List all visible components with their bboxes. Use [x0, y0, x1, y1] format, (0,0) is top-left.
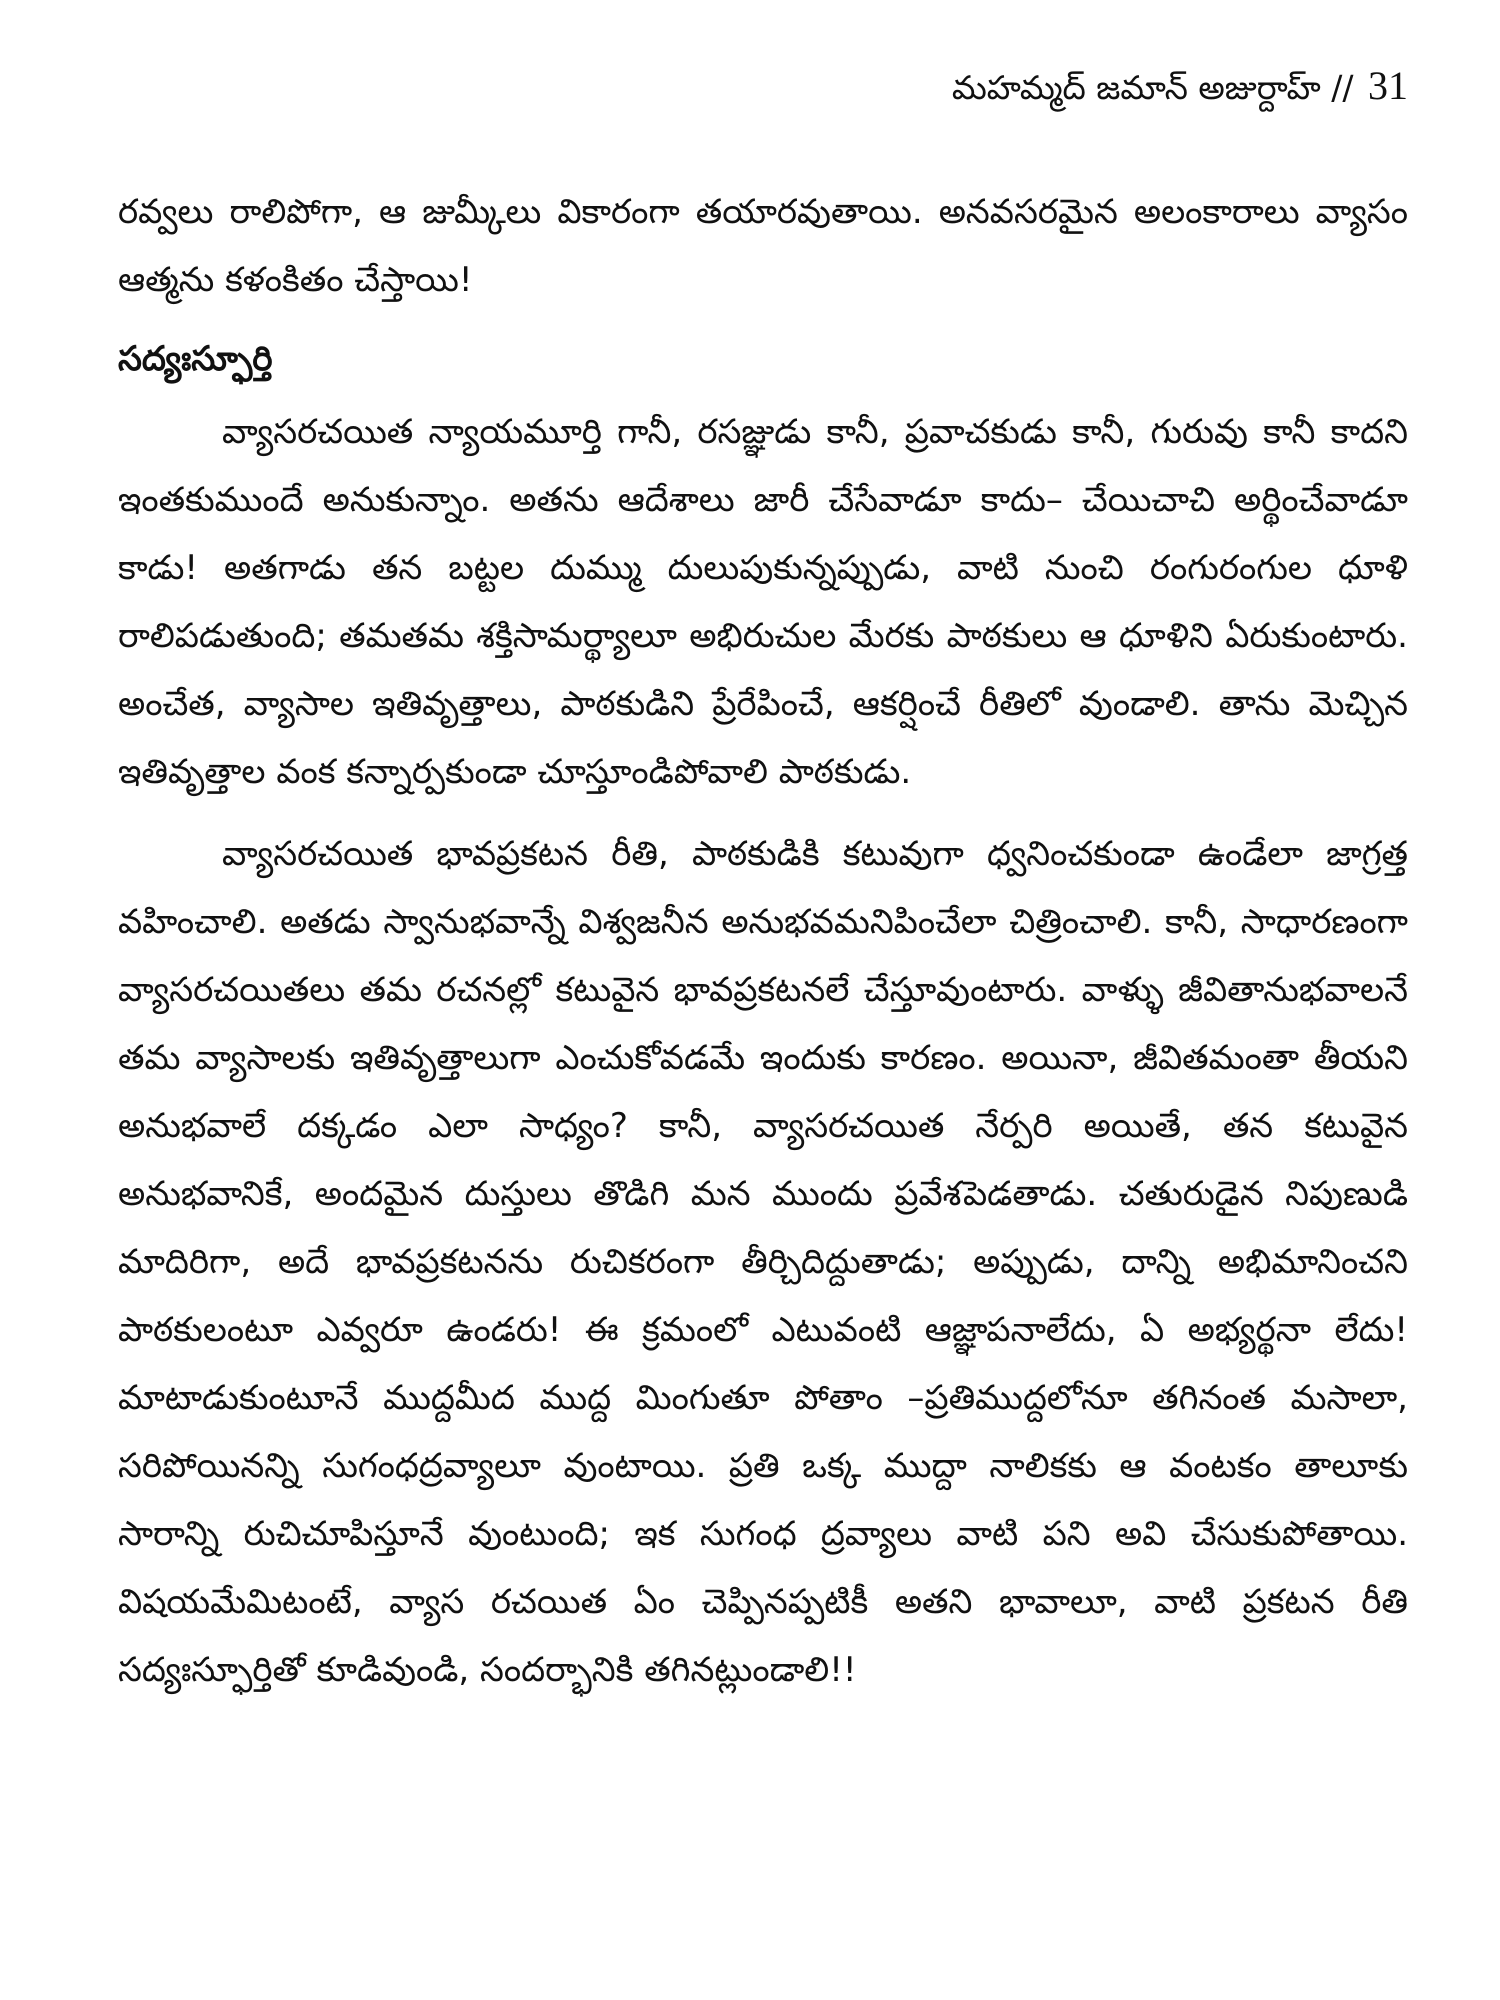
paragraph-2: వ్యాసరచయిత భావప్రకటన రీతి, పాఠకుడికి కటువుగా ధ్వనించకుండా ఉండేలా జాగ్రత్త వహించాలి. అతడు స్వానుభవాన్నే విశ్వజనీన అనుభవమనిపించేలా చిత్రించాలి. కానీ, సాధారణంగా వ్యాసరచయితలు తమ రచనల్లో కటువైన భావప్రకటనలే చేస్తూవుంటారు. వాళ్ళు జీవితానుభవాలనే తమ వ్యాసాలకు ఇతివృత్తాలుగా ఎంచుకోవడమే ఇందుకు కారణం. అయినా, జీవితమంతా తీయని అనుభవాలే దక్కడం ఎలా సాధ్యం? కానీ, వ్యాసరచయిత నేర్పరి అయితే, తన కటువైన అనుభవానికే, అందమైన దుస్తులు తొడిగి మన ముందు ప్రవేశపెడతాడు. చతురుడైన నిపుణుడి మాదిరిగా, అదే భావప్రకటనను రుచికరంగా తీర్చిదిద్దుతాడు; అప్పుడు, దాన్ని అభిమానించని పాఠకులంటూ ఎవ్వరూ ఉండరు! ఈ క్రమంలో ఎటువంటి ఆజ్ఞాపనాలేదు, ఏ అభ్యర్థనా లేదు! మాటాడుకుంటూనే ముద్దమీద ముద్ద మింగుతూ పోతాం –ప్రతిముద్దలోనూ తగినంత మసాలా, సరిపోయినన్ని సుగంధద్రవ్యాలూ వుంటాయి. ప్రతి ఒక్క ముద్దా నాలికకు ఆ వంటకం తాలూకు సారాన్ని రుచిచూపిస్తూనే వుంటుంది; ఇక సుగంధ ద్రవ్యాలు వాటి పని అవి చేసుకుపోతాయి. విషయమేమిటంటే, వ్యాస రచయిత ఏం చెప్పినప్పటికీ అతని భావాలూ, వాటి ప్రకటన రీతి సద్యఃస్ఫూర్తితో కూడివుండి, సందర్భానికి తగినట్లుండాలి!!	[118, 834, 1408, 1690]
running-header	[952, 60, 1408, 114]
body-text	[118, 178, 1408, 1704]
page-number: 31	[1368, 63, 1408, 108]
paragraph-1: వ్యాసరచయిత న్యాయమూర్తి గానీ, రసజ్ఞుడు కానీ, ప్రవాచకుడు కానీ, గురువు కానీ కాదని ఇంతకుముందే అనుకున్నాం. అతను ఆదేశాలు జారీ చేసేవాడూ కాదు– చేయిచాచి అర్థించేవాడూ కాడు! అతగాడు తన బట్టల దుమ్ము దులుపుకున్నప్పుడు, వాటి నుంచి రంగురంగుల ధూళి రాలిపడుతుంది; తమతమ శక్తిసామర్థ్యాలూ అభిరుచుల మేరకు పాఠకులు ఆ ధూళిని ఏరుకుంటారు. అంచేత, వ్యాసాల ఇతివృత్తాలు, పాఠకుడిని ప్రేరేపించే, ఆకర్షించే రీతిలో వుండాలి. తాను మెచ్చిన ఇతివృత్తాల వంక కన్నార్పకుండా చూస్తూండిపోవాలి పాఠకుడు.	[118, 412, 1408, 792]
header-separator: //	[1331, 68, 1354, 107]
continued-paragraph: రవ్వలు రాలిపోగా, ఆ జుమ్కీలు వికారంగా తయారవుతాయి. అనవసరమైన అలంకారాలు వ్యాసం ఆత్మను కళంకితం చేస్తాయి!	[118, 192, 1408, 300]
running-title: మహమ్మద్ జమాన్ అజుర్దాహ్	[951, 68, 1321, 107]
section-heading: సద్యఃస్ఫూర్తి	[118, 339, 273, 379]
